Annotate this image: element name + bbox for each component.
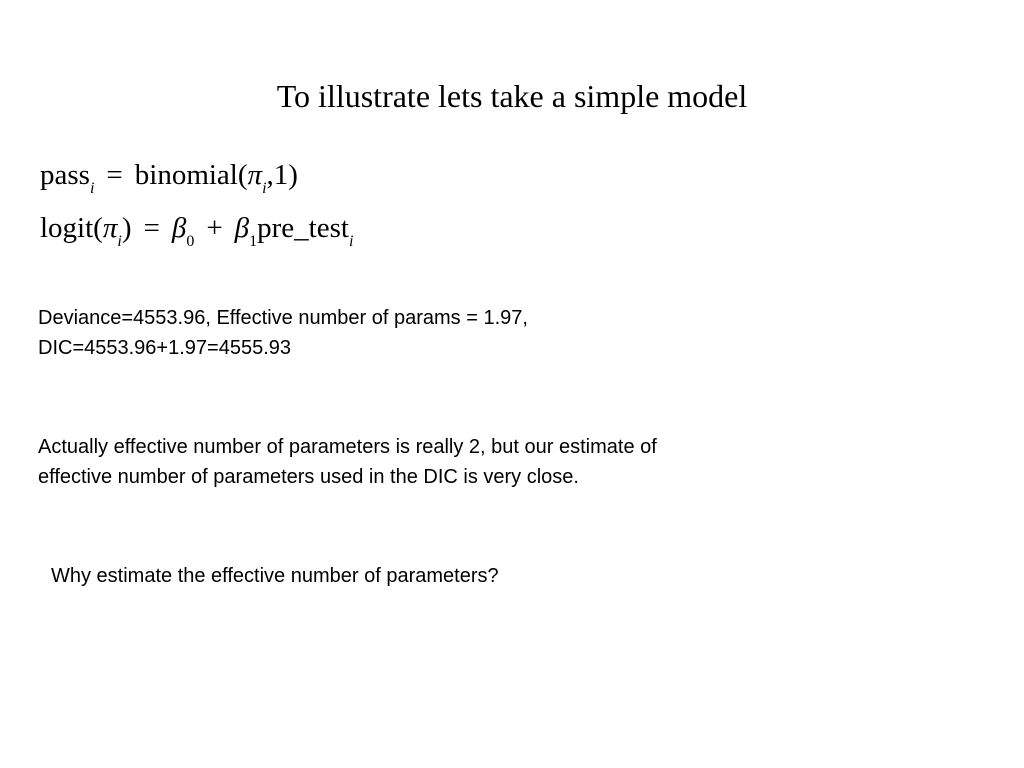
beta1-symbol: β <box>234 212 250 244</box>
dic-line: DIC=4553.96+1.97=4555.93 <box>38 337 291 359</box>
note-line-1: Actually effective number of parameters is really 2, but our estimate of <box>38 436 657 458</box>
deviance-line: Deviance=4553.96, Effective number of params = 1.97, <box>38 307 528 329</box>
binomial-args-close: ,1) <box>266 159 298 191</box>
logit-equation <box>40 211 353 250</box>
pi-subscript: i <box>117 233 122 250</box>
pass-variable: pass <box>40 159 90 191</box>
slide-title: To illustrate lets take a simple model <box>276 78 748 114</box>
pass-subscript: i <box>89 180 95 197</box>
pi-symbol: π <box>102 212 118 244</box>
logit-function: logit( <box>40 212 103 244</box>
plus-sign: + <box>206 212 223 244</box>
parameters-note <box>38 432 878 492</box>
binomial-equation <box>40 158 298 197</box>
pretest-variable: pre_test <box>257 212 349 244</box>
equals-sign: = <box>143 212 160 244</box>
question-text: Why estimate the effective number of parameters? <box>51 565 499 587</box>
pretest-subscript: i <box>348 233 354 250</box>
deviance-summary <box>38 303 528 363</box>
logit-close-paren: ) <box>121 212 132 244</box>
beta1-subscript: 1 <box>249 233 258 250</box>
beta0-symbol: β <box>171 212 187 244</box>
note-line-2: effective number of parameters used in the DIC is very close. <box>38 466 579 488</box>
beta0-subscript: 0 <box>186 233 195 250</box>
pi-subscript: i <box>262 180 267 197</box>
equals-sign: = <box>106 159 123 191</box>
binomial-function: binomial( <box>134 159 248 191</box>
pi-symbol: π <box>247 159 263 191</box>
